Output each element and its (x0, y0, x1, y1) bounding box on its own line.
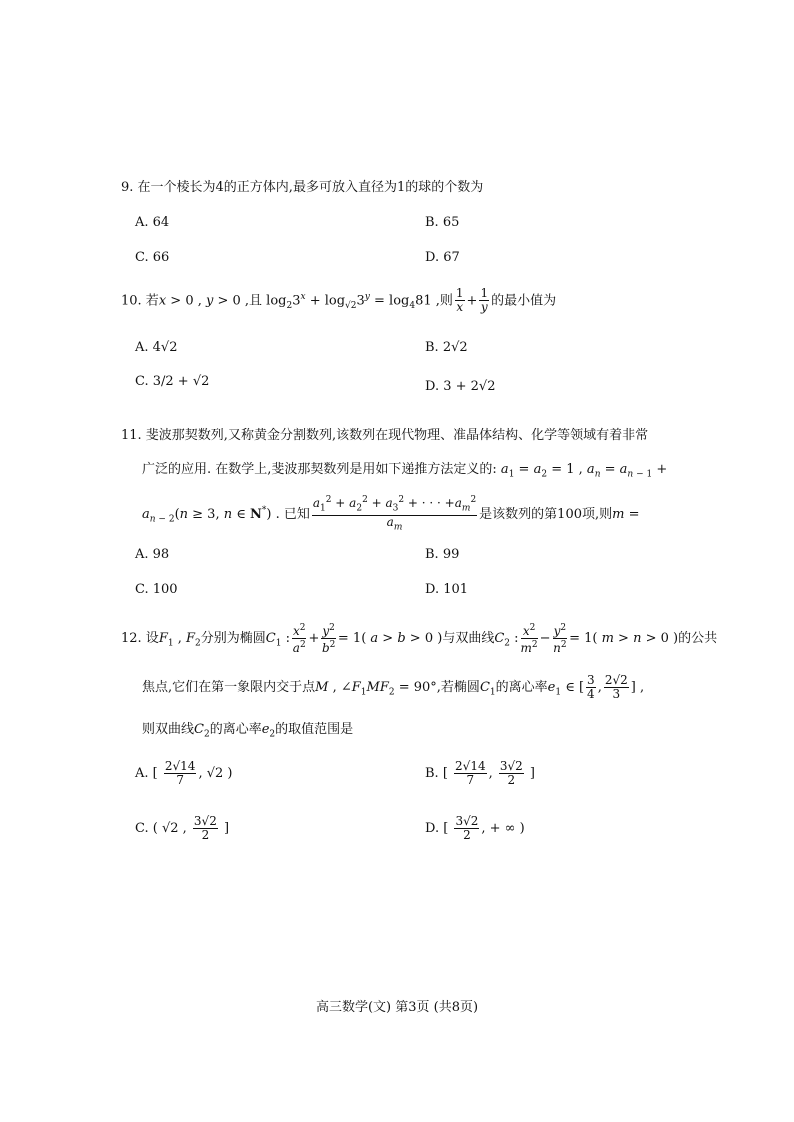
question-12-option-b: B. [ $\frac{2√14}{7}$ , $\frac{3√2}{2}$ ] (425, 759, 535, 787)
question-11-line-3: $a_{n - 2}(n \ge 3$, n ∈ N*) . 已知 $\frac{a_1^2 + a_2^2 + a_3^2 + \cdot \cdot \cdot +a_m^2}{a_m}$ 是该数列的第100项,则m = (142, 495, 640, 533)
question-9-option-c: C. 66 (135, 250, 170, 265)
question-12-option-c: C. ( √2 , $\frac{3√2}{2}$ ] (135, 814, 230, 842)
question-11-option-c: C. 100 (135, 582, 178, 597)
question-12-line-3: 则双曲线$C_2$的离心率$e_2$的取值范围是 (142, 722, 354, 740)
question-11-line-2: 广泛的应用. 在数学上,斐波那契数列是用如下递推方法定义的: $a_1 = a_2 = 1$ , $a_n = a_{n - 1}$ + (142, 462, 668, 480)
question-10-option-d: D. 3 + 2√2 (425, 379, 496, 394)
question-10-option-a: A. 4√2 (135, 340, 178, 355)
question-9-option-b: B. 65 (425, 215, 460, 230)
question-9-option-d: D. 67 (425, 250, 460, 265)
question-11-option-b: B. 99 (425, 547, 460, 562)
question-11-option-a: A. 98 (135, 547, 170, 562)
question-10-stem: 10. 若x > 0 , y > 0 ,且 $\log_23^x + \log_{√2}3^y = \log_481$ ,则 $\frac{1}{x}$ + $\frac{1}{y}$ 的最小值为 (121, 286, 557, 315)
question-9-stem: 9. 在一个棱长为4的正方体内,最多可放入直径为1的球的个数为 (121, 180, 484, 195)
question-11 (121, 424, 681, 534)
question-12-option-a: A. [ $\frac{2√14}{7}$ , √2 ) (135, 759, 233, 787)
question-11-line-1: 11. 斐波那契数列,又称黄金分割数列,该数列在现代物理、准晶体结构、化学等领域有着非常 (121, 428, 649, 443)
question-12-option-d: D. [ $\frac{3√2}{2}$ , + ∞ ) (425, 814, 525, 842)
question-10-option-c: C. 3/2 + √2 (135, 374, 210, 389)
question-10 (121, 287, 681, 316)
question-12-line-1: 12. 设$F_1$ , $F_2$分别为椭圆$C_1$ : $\frac{x^2}{a^2}$ + $\frac{y^2}{b^2}$ = 1( a > b > 0 )与双曲线$C_2$ : $\frac{x^2}{m^2}$ − $\frac{y^2}{n^2}$ = 1( m > n > 0 )的公共 (121, 623, 718, 655)
question-11-option-d: D. 101 (425, 582, 469, 597)
page-footer: 高三数学(文) 第3页 (共8页) (315, 1000, 479, 1015)
question-9 (121, 178, 681, 198)
question-10-option-b: B. 2√2 (425, 340, 468, 355)
question-12-line-2: 焦点,它们在第一象限内交于点M , $\angle F_1MF_2 = 90^\circ$,若椭圆$C_1$的离心率$e_1$ ∈ [ $\frac{3}{4}$ , $\frac{2√2}{3}$ ] , (142, 673, 645, 701)
question-9-option-a: A. 64 (135, 215, 170, 230)
question-12 (121, 618, 718, 748)
